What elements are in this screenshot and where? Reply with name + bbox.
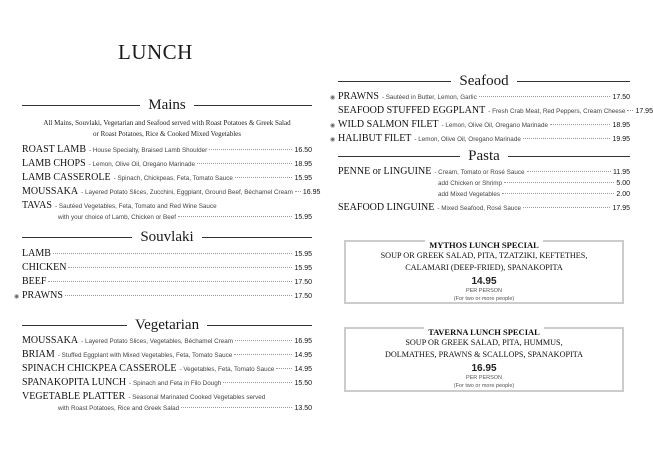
menu-item	[338, 105, 653, 119]
menu-item	[330, 133, 630, 147]
item-name: TAVAS	[22, 200, 52, 211]
section-heading: Seafood	[459, 72, 509, 89]
divider	[338, 81, 451, 82]
item-description: - Spinach, Chickpeas, Feta, Tomato Sauce	[113, 175, 233, 182]
divider	[508, 156, 630, 157]
dot-leader	[65, 295, 293, 296]
item-description: - Stuffed Eggplant with Mixed Vegetables, Feta, Tomato Sauce	[57, 352, 233, 359]
menu-item	[330, 91, 630, 105]
special-line: SOUP OR GREEK SALAD, PITA, HUMMUS,	[405, 338, 563, 347]
item-price: 16.50	[294, 147, 312, 154]
item-price: 17.50	[294, 293, 312, 300]
item-price: 19.95	[612, 136, 630, 143]
dot-leader	[235, 177, 293, 178]
divider	[22, 105, 140, 106]
dot-leader	[223, 382, 292, 383]
item-name: PRAWNS	[338, 91, 379, 102]
item-description: - Lemon, Olive Oil, Oregano Marinade	[88, 161, 196, 168]
dot-leader	[209, 149, 292, 150]
special-note: (For two or more people)	[453, 383, 515, 389]
item-description: - Spinach and Feta in Filo Dough	[129, 380, 222, 387]
menu-item	[22, 262, 312, 276]
menu-item	[22, 363, 312, 377]
dot-leader	[181, 407, 292, 408]
item-description: with Roast Potatoes, Rice and Greek Salad	[58, 405, 180, 412]
divider	[202, 237, 312, 238]
item-price: 5.00	[616, 180, 630, 187]
special-line: CALAMARI (DEEP-FRIED), SPANAKOPITA	[405, 263, 563, 272]
divider	[22, 237, 132, 238]
item-price: 15.95	[294, 265, 312, 272]
menu-item	[22, 158, 312, 172]
special-per: PER PERSON	[465, 288, 503, 294]
section-pasta	[338, 147, 630, 216]
section-seafood	[330, 72, 653, 147]
dot-leader	[523, 207, 610, 208]
special-price: 14.95	[471, 276, 497, 287]
item-price: 15.50	[294, 380, 312, 387]
menu-item	[22, 377, 312, 391]
item-price: 18.95	[294, 161, 312, 168]
dot-leader	[53, 253, 293, 254]
item-description: - House Specialty, Braised Lamb Shoulder	[89, 147, 208, 154]
item-name: SEAFOOD LINGUINE	[338, 202, 435, 213]
section-mains	[22, 96, 321, 224]
special-line: DOLMATHES, PRAWNS & SCALLOPS, SPANAKOPITA	[384, 350, 584, 359]
dot-leader	[276, 368, 292, 369]
special-note: (For two or more people)	[453, 296, 515, 302]
menu-item	[22, 335, 312, 349]
spicy-marker-icon: ◉	[330, 95, 336, 101]
section-heading: Mains	[148, 96, 186, 113]
item-price: 15.95	[294, 175, 312, 182]
item-price: 16.95	[302, 189, 321, 196]
item-name: CHICKEN	[22, 262, 67, 273]
spicy-marker-icon: ◉	[14, 294, 20, 300]
dot-leader	[235, 340, 292, 341]
menu-item	[22, 391, 312, 405]
special-line: SOUP OR GREEK SALAD, PITA, TZATZIKI, KEFTETHES,	[380, 251, 588, 260]
item-price: 14.95	[294, 366, 312, 373]
menu-item	[22, 172, 312, 186]
dot-leader	[479, 96, 611, 97]
section-souvlaki	[14, 228, 312, 304]
special-price: 16.95	[471, 363, 497, 374]
dot-leader	[234, 354, 292, 355]
item-name: PENNE or LINGUINE	[338, 166, 432, 177]
menu-item	[22, 214, 312, 224]
item-name: BEEF	[22, 276, 47, 287]
item-description: - Vegetables, Feta, Tomato Sauce	[179, 366, 275, 373]
item-description: - Layered Potato Slices, Vegetables, Béchamel Cream	[81, 338, 234, 345]
special-per: PER PERSON	[465, 375, 503, 381]
item-name: MOUSSAKA	[22, 335, 79, 346]
dot-leader	[48, 281, 292, 282]
item-price: 17.95	[612, 205, 630, 212]
divider	[22, 325, 127, 326]
note-line: or Roast Potatoes, Rice & Cooked Mixed Vegetables	[92, 130, 241, 138]
item-price: 2.00	[616, 191, 630, 198]
dot-leader	[295, 191, 301, 192]
menu-item	[22, 186, 321, 200]
menu-item	[22, 405, 312, 415]
item-name: LAMB CASSEROLE	[22, 172, 111, 183]
item-description: - Lemon, Olive Oil, Oregano Marinade	[441, 122, 548, 129]
item-description: - Seasonal Marinated Cooked Vegetables served	[128, 394, 266, 401]
menu-title: LUNCH	[118, 40, 193, 64]
item-description: add Mixed Vegetables	[438, 191, 500, 198]
item-price: 15.95	[294, 214, 312, 221]
item-name: ROAST LAMB	[22, 144, 86, 155]
menu-item	[22, 200, 312, 214]
spicy-marker-icon: ◉	[330, 123, 336, 129]
section-heading: Souvlaki	[140, 228, 194, 245]
menu-item	[22, 144, 312, 158]
item-description: with your choice of Lamb, Chicken or Beef	[58, 214, 176, 221]
item-price: 17.95	[635, 108, 653, 115]
mythos-lunch-special	[344, 240, 624, 304]
dot-leader	[504, 182, 614, 183]
item-description: - Sautéed in Butter, Lemon, Garlic	[381, 94, 477, 101]
section-vegetarian	[22, 316, 312, 415]
special-title: TAVERNA LUNCH SPECIAL	[424, 327, 544, 337]
item-description: - Mixed Seafood, Rosé Sauce	[437, 205, 522, 212]
menu-item	[14, 290, 312, 304]
dot-leader	[197, 163, 292, 164]
menu-item	[338, 166, 630, 180]
item-name: PRAWNS	[22, 290, 63, 301]
item-name: SPANAKOPITA LUNCH	[22, 377, 127, 388]
taverna-lunch-special	[344, 327, 624, 392]
item-price: 15.95	[294, 251, 312, 258]
dot-leader	[527, 171, 611, 172]
dot-leader	[178, 216, 293, 217]
item-description: - Layered Potato Slices, Zucchini, Eggplant, Ground Beef, Béchamel Cream	[81, 189, 293, 196]
item-name: LAMB CHOPS	[22, 158, 86, 169]
item-description: - Lemon, Olive Oil, Oregano Marinade	[414, 136, 521, 143]
divider	[207, 325, 312, 326]
menu-item	[22, 276, 312, 290]
item-description: - Cream, Tomato or Rosé Sauce	[434, 169, 525, 176]
special-title: MYTHOS LUNCH SPECIAL	[425, 240, 543, 250]
menu-item	[338, 180, 630, 191]
item-name: HALIBUT FILET	[338, 133, 412, 144]
item-price: 17.50	[294, 279, 312, 286]
item-name: WILD SALMON FILET	[338, 119, 439, 130]
divider	[517, 81, 630, 82]
item-name: VEGETABLE PLATTER	[22, 391, 126, 402]
divider	[194, 105, 312, 106]
dot-leader	[550, 124, 611, 125]
section-heading: Vegetarian	[134, 316, 200, 333]
item-description: - Fresh Crab Meat, Red Peppers, Cream Cheese	[488, 108, 626, 115]
item-price: 17.50	[612, 94, 630, 101]
divider	[338, 156, 460, 157]
item-name: MOUSSAKA	[22, 186, 79, 197]
item-price: 16.95	[294, 338, 312, 345]
item-description: add Chicken or Shrimp	[438, 180, 503, 187]
section-note	[22, 118, 312, 140]
menu-item	[338, 191, 630, 202]
menu-item	[22, 349, 312, 363]
menu-item	[330, 119, 630, 133]
item-name: BRIAM	[22, 349, 55, 360]
item-name: SPINACH CHICKPEA CASSEROLE	[22, 363, 177, 374]
item-price: 13.50	[294, 405, 312, 412]
spicy-marker-icon: ◉	[330, 137, 336, 143]
item-price: 18.95	[612, 122, 630, 129]
item-description: - Sautéed Vegetables, Feta, Tomato and Red Wine Sauce	[54, 203, 217, 210]
dot-leader	[502, 193, 614, 194]
item-name: SEAFOOD STUFFED EGGPLANT	[338, 105, 486, 116]
item-price: 11.95	[613, 169, 630, 176]
item-name: LAMB	[22, 248, 51, 259]
item-price: 14.95	[294, 352, 312, 359]
note-line: All Mains, Souvlaki, Vegetarian and Seafood served with Roast Potatoes & Greek Salad	[43, 119, 291, 127]
dot-leader	[523, 138, 611, 139]
menu-item	[22, 248, 312, 262]
menu-item	[338, 202, 630, 216]
dot-leader	[627, 110, 633, 111]
section-heading: Pasta	[468, 147, 500, 164]
dot-leader	[68, 267, 292, 268]
